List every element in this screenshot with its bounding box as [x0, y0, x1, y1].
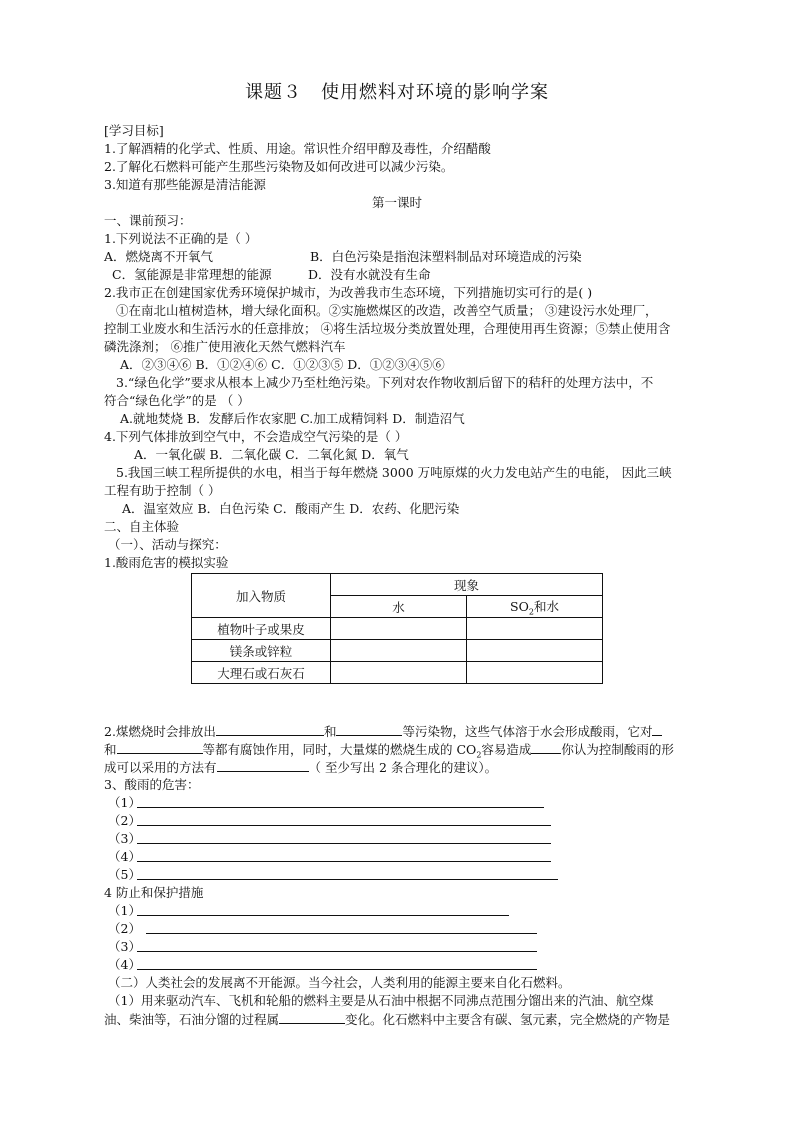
table-header-material: 加入物质: [192, 574, 331, 618]
table-header-phenomenon: 现象: [331, 574, 603, 596]
harm-item-label: （2）: [108, 813, 141, 828]
answer-line[interactable]: [137, 825, 551, 826]
fill-question-2-line: 2.煤燃烧时会排放出 和 等污染物，这些气体溶于水会形成酸雨，它对: [104, 722, 662, 741]
energy-question-line: （1）用来驱动汽车、飞机和轮船的燃料主要是从石油中根据不同沸点范围分馏出来的汽油、航空煤: [108, 993, 654, 1008]
question-1-option-c: C．氢能源是非常理想的能源: [112, 267, 272, 282]
table-row: [192, 640, 603, 662]
objectives-header: [学习目标]: [104, 123, 164, 138]
answer-line[interactable]: [137, 879, 558, 880]
answer-blank[interactable]: [217, 758, 309, 772]
energy-paragraph: （二）人类社会的发展离不开能源。当今社会，人类利用的能源主要来自化石燃料。: [108, 975, 571, 990]
table-header-water: 水: [331, 596, 467, 618]
answer-line[interactable]: [137, 969, 537, 970]
question-1-stem: 1.下列说法不正确的是（ ）: [104, 231, 258, 246]
table-cell-material: 大理石或石灰石: [192, 662, 331, 684]
answer-line[interactable]: [137, 861, 551, 862]
table-row: [192, 618, 603, 640]
table-cell-material: 植物叶子或果皮: [192, 618, 331, 640]
answer-line[interactable]: [146, 933, 537, 934]
table-row: [192, 662, 603, 684]
question-3-text: 3.“绿色化学”要求从根本上减少乃至杜绝污染。下列对农作物收割后留下的秸秆的处理方法中，不: [116, 375, 654, 390]
protect-item-label: （1）: [108, 903, 141, 918]
protect-item-label: （4）: [108, 957, 141, 972]
answer-line[interactable]: [137, 807, 544, 808]
activity-header: （一）、活动与探究：: [108, 537, 227, 552]
question-2-text: ①在南北山植树造林，增大绿化面积。②实施燃煤区的改造，改善空气质量； ③建设污水处理厂，: [116, 303, 658, 318]
answer-blank[interactable]: [279, 1010, 345, 1024]
preview-header: 一、课前预习：: [104, 213, 192, 228]
fill-question-2-line: 成可以采用的方法有 （ 至少写出 2 条合理化的建议）。: [104, 760, 498, 775]
harm-item-label: （5）: [108, 867, 141, 882]
question-1-option-d: D．没有水就没有生命: [308, 267, 431, 282]
objective-item: 2.了解化石燃料可能产生那些污染物及如何改进可以减少污染。: [104, 159, 454, 174]
lesson-label: 第一课时: [371, 195, 422, 210]
answer-blank[interactable]: [531, 740, 561, 754]
question-2-stem: 2.我市正在创建国家优秀环境保护城市，为改善我市生态环境，下列措施切实可行的是( ): [104, 285, 593, 300]
objective-item: 1.了解酒精的化学式、性质、用途。常识性介绍甲醇及毒性，介绍醋酸: [104, 141, 491, 156]
table-cell-empty[interactable]: [467, 662, 603, 684]
question-2-text: 磷洗涤剂； ⑥推广使用液化天然气燃料汽车: [104, 339, 346, 354]
question-4-options: A．一氧化碳 B．二氧化碳 C．二氧化氮 D．氧气: [134, 447, 409, 462]
answer-line[interactable]: [137, 915, 509, 916]
question-5-text: 5.我国三峡工程所提供的水电，相当于每年燃烧 3000 万吨原煤的火力发电站产生的电能， 因此三峡: [116, 465, 672, 480]
answer-blank[interactable]: [652, 722, 662, 736]
harm-header: 3、酸雨的危害：: [104, 777, 200, 792]
question-5-text: 工程有助于控制（ ）: [104, 483, 221, 498]
objective-item: 3.知道有那些能源是清洁能源: [104, 177, 266, 192]
table-header-so2-water: $SO_2$和水: [467, 596, 603, 618]
table-cell-empty[interactable]: [331, 662, 467, 684]
question-3-options: A.就地焚烧 B．发酵后作农家肥 C.加工成精饲料 D．制造沼气: [120, 411, 465, 426]
harm-item-label: （3）: [108, 831, 141, 846]
answer-blank[interactable]: [117, 740, 203, 754]
protect-item-label: （2）: [108, 921, 141, 936]
simulation-title: 1.酸雨危害的模拟实验: [104, 555, 229, 570]
experiment-table: [191, 573, 603, 684]
answer-blank[interactable]: [336, 722, 402, 736]
page-title: 课题３ 使用燃料对环境的影响学案: [245, 82, 549, 103]
table-cell-empty[interactable]: [331, 640, 467, 662]
harm-item-label: （4）: [108, 849, 141, 864]
question-4-stem: 4.下列气体排放到空气中，不会造成空气污染的是（ ）: [104, 429, 408, 444]
question-1-option-b: B．白色污染是指泡沫塑料制品对环境造成的污染: [310, 249, 582, 264]
self-experience-header: 二、自主体验: [104, 519, 180, 534]
answer-line[interactable]: [137, 951, 537, 952]
harm-item-label: （1）: [108, 795, 141, 810]
protect-header: 4 防止和保护措施: [104, 885, 204, 900]
table-cell-empty[interactable]: [467, 618, 603, 640]
question-2-text: 控制工业废水和生活污水的任意排放； ④将生活垃圾分类放置处理，合理使用再生资源；⑤禁止使用含: [104, 321, 671, 336]
table-cell-empty[interactable]: [331, 618, 467, 640]
answer-line[interactable]: [137, 843, 551, 844]
table-cell-empty[interactable]: [467, 640, 603, 662]
question-3-text: 符合“绿色化学”的是 （ ）: [104, 393, 250, 408]
question-1-option-a: A．燃烧离不开氧气: [104, 249, 214, 264]
question-2-options: A．②③④⑥ B．①②④⑥ C．①②③⑤ D．①②③④⑤⑥: [120, 357, 445, 372]
answer-blank[interactable]: [216, 722, 324, 736]
fill-question-2-line: 和 等都有腐蚀作用，同时，大量煤的燃烧生成的 $CO_2$容易造成 你认为控制酸雨的形: [104, 742, 674, 760]
question-5-options: A．温室效应 B．白色污染 C．酸雨产生 D．农药、化肥污染: [122, 501, 460, 516]
protect-item-label: （3）: [108, 939, 141, 954]
table-cell-material: 镁条或锌粒: [192, 640, 331, 662]
energy-question-line: 油、柴油等，石油分馏的过程属 变化。化石燃料中主要含有碳、氢元素，完全燃烧的产物是: [104, 1012, 671, 1027]
